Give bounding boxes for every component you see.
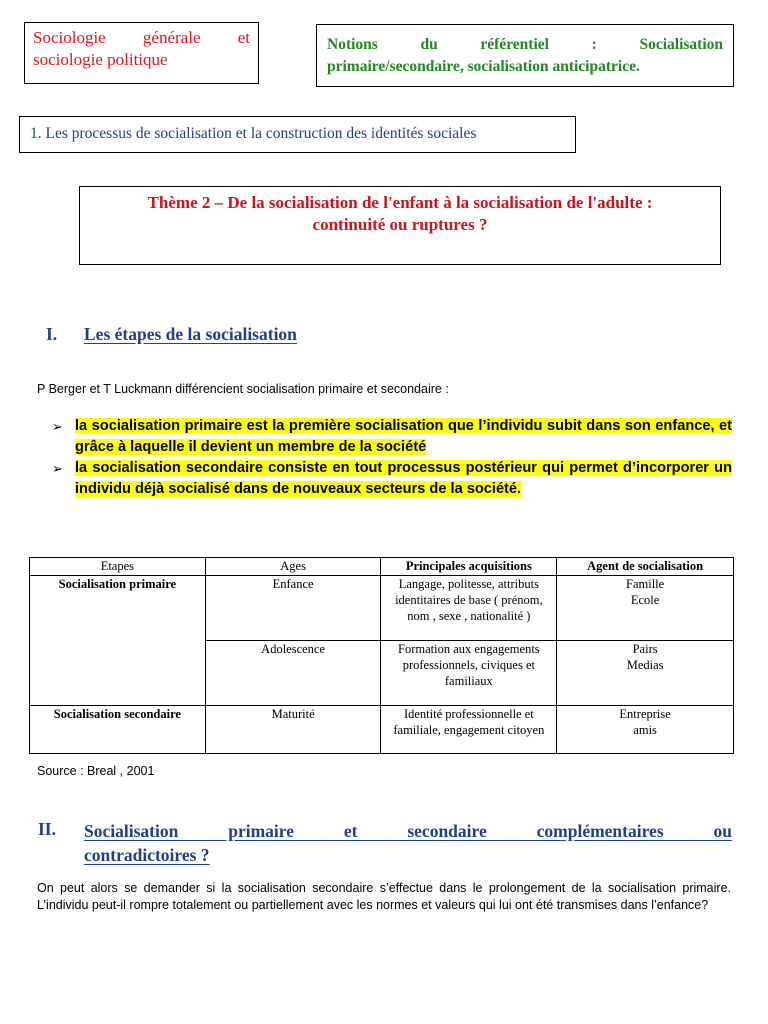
section-2-paragraph: On peut alors se demander si la socialisation secondaire s’effectue dans le prolongement de la socialisation primaire. L’individu peut-il rompre totalement ou partiellement avec les normes et valeurs qui lui ont été transmises dans l’enfance?: [37, 881, 731, 912]
theme-line-2: continuité ou ruptures ?: [312, 215, 488, 234]
subject-line-1: Sociologie générale et: [33, 28, 250, 47]
acquisitions-cell: Formation aux engagements professionnels, civiques et familiaux: [381, 641, 557, 706]
arrow-bullet-icon: ➢: [52, 419, 63, 434]
bullet-item: [52, 416, 732, 458]
age-cell: Enfance: [205, 576, 381, 641]
table-header-row: [30, 558, 734, 576]
section-2-title: [84, 819, 732, 867]
agent-line: Ecole: [630, 593, 660, 607]
section-1-heading: [46, 324, 746, 348]
section-2-heading: [38, 819, 738, 869]
theme-box: [79, 186, 721, 265]
age-cell: Adolescence: [205, 641, 381, 706]
acquisitions-cell: Langage, politesse, attributs identitaires de base ( prénom, nom , sexe , nationalité ): [381, 576, 557, 641]
header-acquisitions: Principales acquisitions: [381, 558, 557, 576]
subject-line-2: sociologie politique: [33, 50, 168, 69]
bullet-list: [52, 416, 732, 500]
section-2-title-line-1: Socialisation primaire et secondaire complémentaires ou: [84, 821, 732, 841]
subject-box: [24, 22, 259, 84]
stage-cell: Socialisation primaire: [30, 576, 206, 706]
agent-cell: [557, 706, 734, 754]
agent-line: amis: [633, 723, 657, 737]
bullet-text: la socialisation primaire est la première socialisation que l’individu subit dans son enfance, et grâce à laquelle il devient un membre de la société: [75, 418, 732, 455]
header-etapes: Etapes: [30, 558, 206, 576]
table-row: [30, 706, 734, 754]
bullet-text: la socialisation secondaire consiste en tout processus postérieur qui permet d’incorporer un individu déjà socialisé dans de nouveaux secteurs de la société.: [75, 460, 732, 497]
section-1-title: Les étapes de la socialisation: [84, 324, 297, 344]
agent-cell: [557, 641, 734, 706]
table-row: [30, 576, 734, 641]
age-cell: Maturité: [205, 706, 381, 754]
agent-cell: [557, 576, 734, 641]
chapter-title: 1. Les processus de socialisation et la construction des identités sociales: [30, 125, 477, 142]
agent-line: Pairs: [632, 642, 658, 656]
agent-line: Entreprise: [619, 707, 671, 721]
theme-line-1: Thème 2 – De la socialisation de l'enfant à la socialisation de l'adulte :: [147, 193, 653, 212]
arrow-bullet-icon: ➢: [52, 461, 63, 476]
header-ages: Ages: [205, 558, 381, 576]
header-agent: Agent de socialisation: [557, 558, 734, 576]
notions-box: [316, 24, 734, 87]
acquisitions-cell: Identité professionnelle et familiale, engagement citoyen: [381, 706, 557, 754]
chapter-title-box: [19, 116, 576, 153]
stage-cell: Socialisation secondaire: [30, 706, 206, 754]
section-2-number: II.: [38, 819, 56, 839]
notions-line-1: Notions du référentiel : Socialisation: [327, 36, 723, 53]
section-1-number: I.: [46, 324, 58, 344]
bullet-item: [52, 458, 732, 500]
table-source: Source : Breal , 2001: [37, 764, 155, 778]
section-1-intro: P Berger et T Luckmann différencient socialisation primaire et secondaire :: [37, 382, 449, 396]
agent-line: Famille: [626, 577, 665, 591]
agent-line: Medias: [626, 658, 664, 672]
section-2-title-line-2: contradictoires ?: [84, 845, 210, 865]
socialisation-table: [29, 557, 734, 754]
notions-line-2: primaire/secondaire, socialisation anticipatrice.: [327, 58, 640, 75]
